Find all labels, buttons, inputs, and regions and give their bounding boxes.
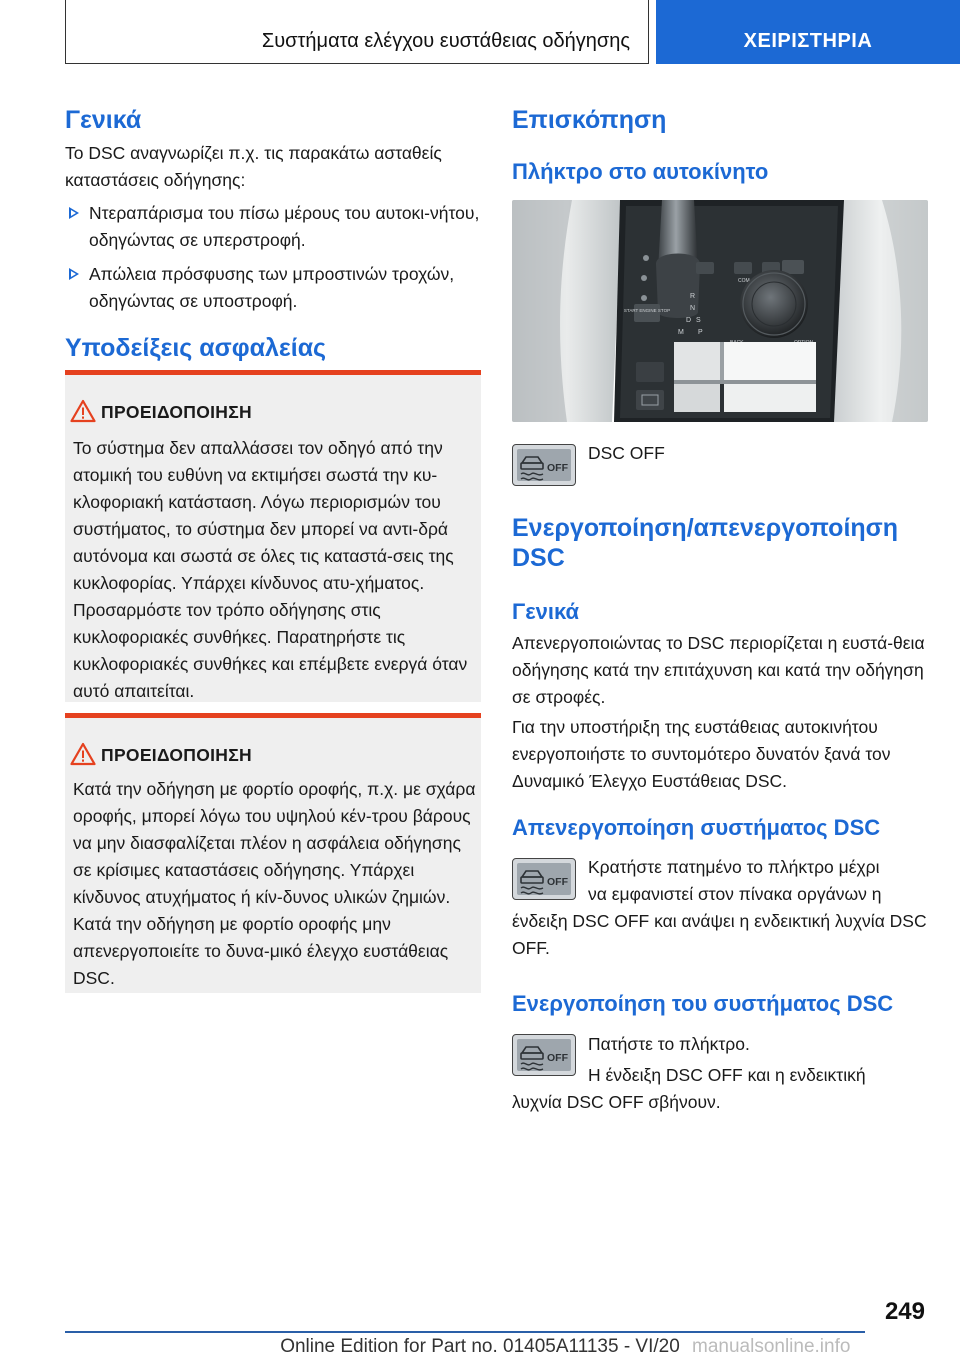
dsc-off-key-icon xyxy=(512,858,576,900)
warning-header xyxy=(65,399,481,429)
warning-box xyxy=(65,713,481,993)
warning-triangle-icon xyxy=(70,399,96,423)
skidding-car-icon xyxy=(517,1039,573,1073)
deactivate-heading: Απενεργοποίηση συστήματος DSC xyxy=(512,815,881,840)
deactivate-text-line3: ένδειξη DSC OFF και ανάψει η ενδεικτική λυχνία DSC OFF. xyxy=(512,911,927,958)
header-title: Συστήματα ελέγχου ευστάθειας οδήγησης xyxy=(261,30,630,52)
warning-label: ΠΡΟΕΙΔΟΠΟΙΗΣΗ xyxy=(101,402,252,422)
warning-text: Κατά την οδήγηση με φορτίο οροφής, π.χ. με σχάρα οροφής, μπορεί λόγω του υψηλού κέν-τρου βάρους να μην διασφαλίζεται πλέον η ασφάλεια οδήγησης σε κρίσιμες καταστάσεις οδήγησης. Υπάρχει κίνδυνος ατυχήματος ή κίν-δυνος υλικών ζημιών. Κατά την οδήγηση με φορτίο οροφής μην απενεργοποιείτε το δυνα-μικό έλεγχο ευστάθειας DSC. xyxy=(73,779,476,988)
key-off-label: OFF xyxy=(547,876,568,888)
general-text: Το DSC αναγνωρίζει π.χ. τις παρακάτω ασταθείς καταστάσεις οδήγησης: xyxy=(65,143,442,190)
bullet-triangle-icon xyxy=(69,207,79,219)
skidding-car-icon xyxy=(517,863,573,897)
center-console-image xyxy=(512,200,928,422)
footer-watermark: manualsonline.info xyxy=(692,1336,851,1357)
dsc-off-key-face xyxy=(517,449,571,481)
button-heading: Πλήκτρο στο αυτοκίνητο xyxy=(512,159,769,184)
warning-box xyxy=(65,370,481,702)
warning-text: Το σύστημα δεν απαλλάσσει τον οδηγό από την ατομική του ευθύνη να εκτιμήσει σωστά την κυ-κλοφοριακή κατάσταση. Λόγω περιορισμών του συστήματος, το σύστημα δεν μπορεί να αντι-δρά αυτόνομα και σωστά σε όλες τις καταστά-σεις της κυκλοφορίας. Υπάρχει κίνδυνος ατυ-χήματος. Προσαρμόστε τον τρόπο οδήγησης στις κυκλοφοριακές συνθήκες. Παρατηρήστε τις κυκλοφοριακές συνθήκες και επέμβετε ενεργά όταν αυτό απαιτείται. xyxy=(73,438,468,701)
activate-heading: Ενεργοποίηση του συστήματος DSC xyxy=(512,991,894,1016)
activation-heading-line2: DSC xyxy=(512,544,565,572)
dsc-off-key-face xyxy=(517,1039,571,1071)
list-item xyxy=(65,261,481,315)
page-header xyxy=(65,0,960,64)
footer-edition: Online Edition for Part no. 01405A11135 - VI/20 xyxy=(280,1336,680,1357)
deactivate-text-line2: να εμφανιστεί στον πίνακα οργάνων η xyxy=(588,884,882,904)
warning-header xyxy=(65,742,481,772)
svg-text:M: M xyxy=(678,329,684,336)
activate-text-line1: Πατήστε το πλήκτρο. xyxy=(588,1034,750,1054)
dsc-off-key-icon xyxy=(512,1034,576,1076)
page-number: 249 xyxy=(884,1298,925,1325)
general-subheading: Γενικά xyxy=(512,599,580,624)
header-title-box xyxy=(65,0,649,64)
bullet-triangle-icon xyxy=(69,268,79,280)
activation-heading-line1: Ενεργοποίηση/απενεργοποίηση xyxy=(512,514,899,542)
svg-text:N: N xyxy=(690,305,696,312)
activate-text-line3: λυχνία DSC OFF σβήνουν. xyxy=(512,1092,721,1112)
overview-heading: Επισκόπηση xyxy=(512,106,667,134)
safety-heading: Υποδείξεις ασφαλείας xyxy=(65,334,327,362)
warning-label: ΠΡΟΕΙΔΟΠΟΙΗΣΗ xyxy=(101,745,252,765)
warning-triangle-icon xyxy=(70,742,96,766)
svg-text:D: D xyxy=(686,317,692,324)
dsc-off-key-face xyxy=(517,863,571,895)
console-photo xyxy=(512,200,928,422)
key-off-label: OFF xyxy=(547,462,568,474)
footer-divider xyxy=(65,1331,865,1333)
svg-text:S: S xyxy=(696,317,701,324)
dsc-off-key-icon xyxy=(512,444,576,486)
start-button-label: START ENGINE STOP xyxy=(623,308,671,313)
key-off-label: OFF xyxy=(547,1052,568,1064)
general-subtext-2: Για την υποστήριξη της ευστάθειας αυτοκινήτου ενεργοποιήστε το συντομότερο δυνατόν ξανά τον Δυναμικό Έλεγχο Ευστάθειας DSC. xyxy=(512,717,891,791)
svg-text:P: P xyxy=(698,329,703,336)
list-item xyxy=(65,200,481,254)
general-subtext: Απενεργοποιώντας το DSC περιορίζεται η ευστά-θεια οδήγησης κατά την επιτάχυνση και κατά την οδήγηση σε στροφές. xyxy=(512,633,925,707)
list-item-text: Απώλεια πρόσφυσης των μπροστινών τροχών, οδηγώντας σε υποστροφή. xyxy=(89,264,455,311)
list-item-text: Ντεραπάρισμα του πίσω μέρους του αυτοκι-νήτου, οδηγώντας σε υπερστροφή. xyxy=(89,203,480,250)
svg-text:R: R xyxy=(690,293,696,300)
activate-text-line2: Η ένδειξη DSC OFF και η ενδεικτική xyxy=(588,1065,866,1085)
header-section-tab xyxy=(656,0,960,64)
deactivate-text-line1: Κρατήστε πατημένο το πλήκτρο μέχρι xyxy=(588,857,880,877)
com-key-label: COM xyxy=(738,278,750,284)
button-caption: DSC OFF xyxy=(588,443,665,463)
skidding-car-icon xyxy=(517,449,573,483)
general-heading: Γενικά xyxy=(65,106,142,134)
header-section-label: ΧΕΙΡΙΣΤΗΡΙΑ xyxy=(743,30,873,52)
